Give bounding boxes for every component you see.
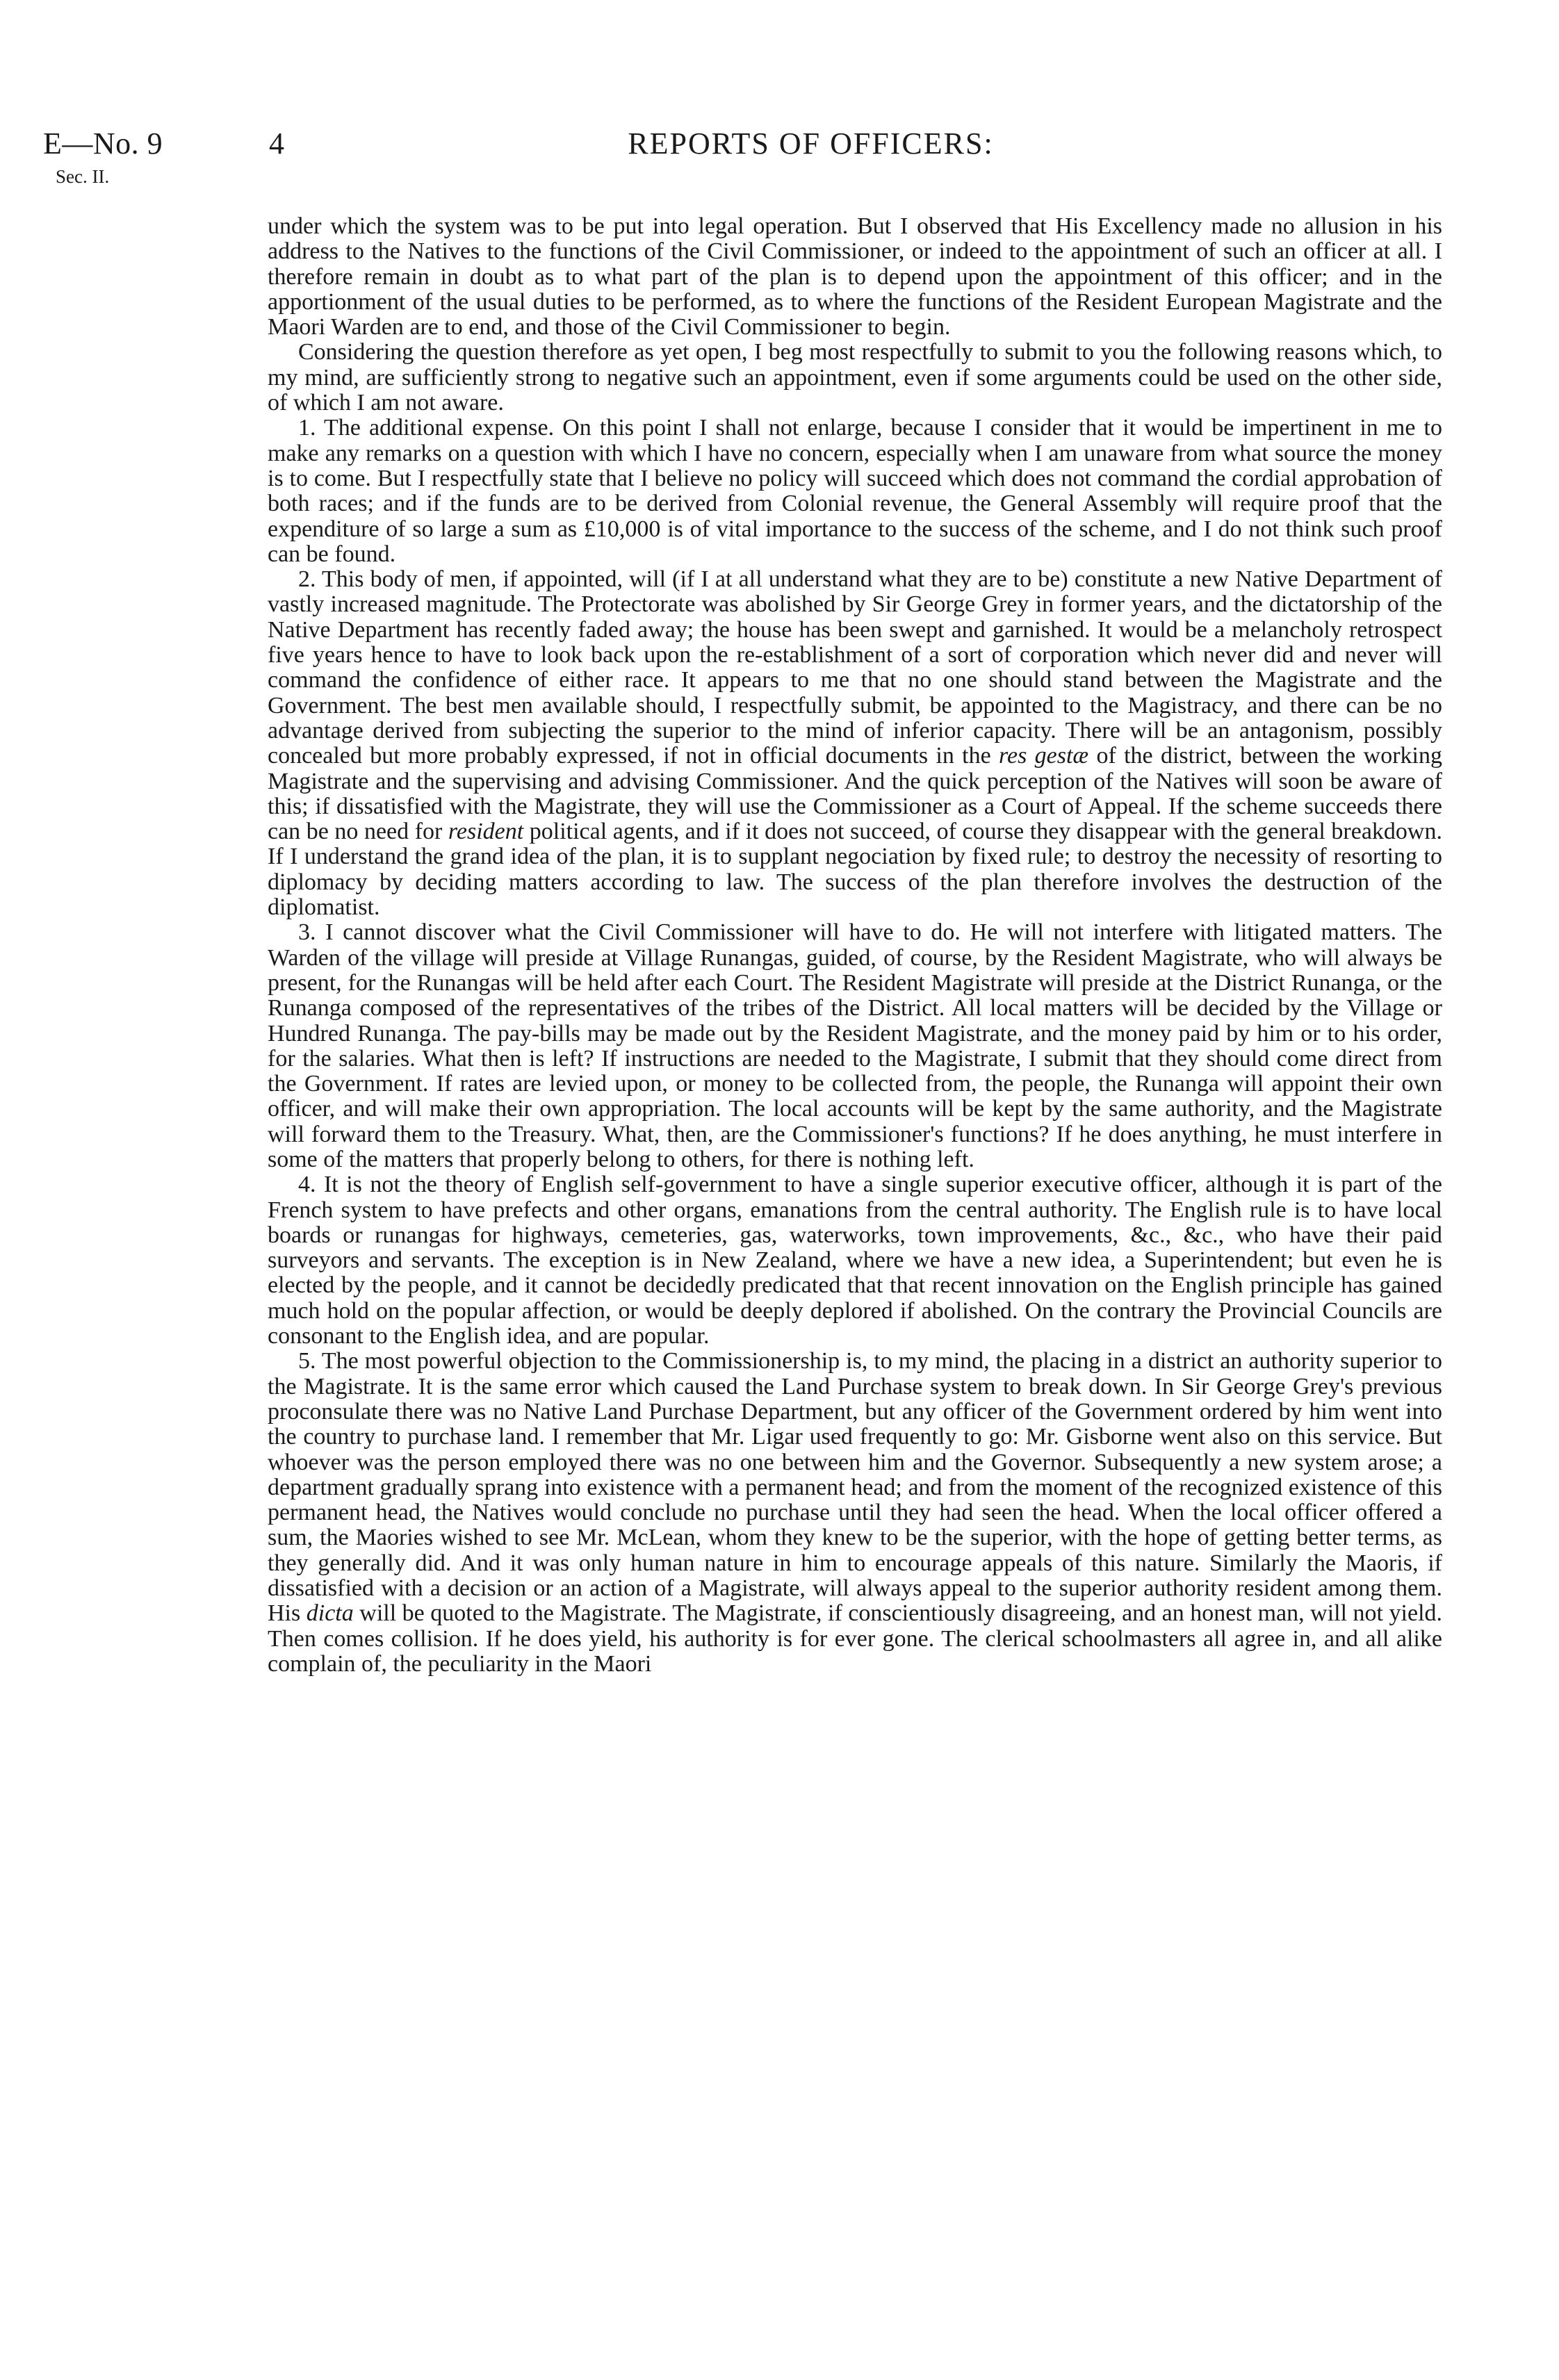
italic-phrase: resident (448, 819, 524, 845)
text-run: 4. It is not the theory of English self-government to have a single superior executive officer, although it is part of the French system to have prefects and other organs, emanations from the central authority. The English rule is to have local boards or runangas for highways, cemeteries, gas, waterworks, town improvements, &c., &c., who have their paid surveyors and servants. The exception is in New Zealand, where we have a new idea, a Superintendent; but even he is elected by the people, and it cannot be decidedly predicated that that recent innovation on the English principle has gained much hold on the popular affection, or would be deeply deplored if abolished. On the contrary the Provincial Councils are consonant to the English idea, and are popular. (268, 1172, 1442, 1349)
text-run: 2. This body of men, if appointed, will (if I at all understand what they are to be) constitute a new Native Department of vastly increased magnitude. The Protectorate was abolished by Sir George Grey in former years, and the dictatorship of the Native Department has recently faded away; the house has been swept and garnished. It would be a melancholy retrospect five years hence to have to look back upon the re-establishment of a sort of corporation which never did and never will command the confidence of either race. It appears to me that no one should stand between the Magistrate and the Government. The best men available should, I respectfully submit, be appointed to the Magistracy, and there can be no advantage derived from subjecting the superior to the mind of inferior capacity. There will be an antagonism, possibly concealed but more probably expressed, if not in official documents in the (268, 566, 1442, 769)
paragraph (268, 340, 1442, 416)
text-run: under which the system was to be put into legal operation. But I observed that His Excellency made no allusion in his address to the Natives to the functions of the Civil Commissioner, or indeed to the appointment of such an officer at all. I therefore remain in doubt as to what part of the plan is to depend upon the appointment of this officer; and in the apportionment of the usual duties to be performed, as to where the functions of the Resident European Magistrate and the Maori Warden are to end, and those of the Civil Commissioner to begin. (268, 213, 1442, 340)
paragraph (268, 1172, 1442, 1349)
paragraph (268, 214, 1442, 340)
paragraph (268, 567, 1442, 920)
paragraph (268, 416, 1442, 567)
section-label: Sec. II. (56, 166, 110, 187)
page-number: 4 (269, 126, 284, 161)
paragraph (268, 920, 1442, 1172)
text-run: 3. I cannot discover what the Civil Commissioner will have to do. He will not interfere with litigated matters. The Warden of the village will preside at Village Runangas, guided, of course, by the Resident Magistrate, who will always be present, for the Runangas will be held after each Court. The Resident Magistrate will preside at the District Runanga, or the Runanga composed of the representatives of the tribes of the District. All local matters will be decided by the Village or Hundred Runanga. The pay-bills may be made out by the Resident Magistrate, and the money paid by him or to his order, for the salaries. What then is left? If instructions are needed to the Magistrate, I submit that they should come direct from the Government. If rates are levied upon, or money to be collected from, the people, the Runanga will appoint their own officer, and will make their own appropriation. The local accounts will be kept by the same authority, and the Magistrate will forward them to the Treasury. What, then, are the Commissioner's functions? If he does anything, he must interfere in some of the matters that properly belong to others, for there is nothing left. (268, 919, 1442, 1172)
paragraph (268, 1349, 1442, 1677)
text-run: political agents, and if it does not succeed, of course they disappear with the general breakdown. If I understand the grand idea of the plan, it is to supplant negociation by fixed rule; to destroy the necessity of resorting to diplomacy by deciding matters according to law. The success of the plan therefore involves the destruction of the diplomatist. (268, 819, 1442, 921)
italic-phrase: dicta (306, 1600, 354, 1627)
text-run: will be quoted to the Magistrate. The Magistrate, if conscientiously disagreeing, and an honest man, will not yield. Then comes collision. If he does yield, his authority is for ever gone. The clerical schoolmasters all agree in, and all alike complain of, the peculiarity in the Maori (268, 1600, 1443, 1677)
report-body (268, 214, 1442, 1677)
paper-reference-number: E—No. 9 (43, 126, 163, 161)
text-run: of the district, between the working Magistrate and the supervising and advising Commissioner. And the quick perception of the Natives will soon be aware of this; if dissatisfied with the Magistrate, they will use the Commissioner as a Court of Appeal. If the scheme succeeds there can be no need for (268, 743, 1443, 845)
running-head: REPORTS OF OFFICERS: (628, 126, 994, 161)
text-run: 1. The additional expense. On this point I shall not enlarge, because I consider that it would be impertinent in me to make any remarks on a question with which I have no concern, especially when I am unaware from what source the money is to come. But I respectfully state that I believe no policy will succeed which does not command the cordial approbation of both races; and if the funds are to be derived from Colonial revenue, the General Assembly will require proof that the expenditure of so large a sum as £10,000 is of vital importance to the success of the scheme, and I do not think such proof can be found. (268, 415, 1442, 567)
italic-phrase: res gestæ (999, 743, 1089, 769)
text-run: 5. The most powerful objection to the Commissionership is, to my mind, the placing in a district an authority superior to the Magistrate. It is the same error which caused the Land Purchase system to break down. In Sir George Grey's previous proconsulate there was no Native Land Purchase Department, but any officer of the Government ordered by him went into the country to purchase land. I remember that Mr. Ligar used frequently to go: Mr. Gisborne went also on this service. But whoever was the person employed there was no one between him and the Governor. Subsequently a new system arose; a department gradually sprang into existence with a permanent head; and from the moment of the recognized existence of this permanent head, the Natives would conclude no purchase until they had seen the head. When the local officer offered a sum, the Maories wished to see Mr. McLean, whom they knew to be the superior, with the hope of getting better terms, as they generally did. And it was only human nature in him to encourage appeals of this nature. Similarly the Maoris, if dissatisfied with a decision or an action of a Magistrate, will always appeal to the superior authority resident among them. His (268, 1348, 1442, 1627)
text-run: Considering the question therefore as yet open, I beg most respectfully to submit to you the following reasons which, to my mind, are sufficiently strong to negative such an appointment, even if some arguments could be used on the other side, of which I am not aware. (268, 339, 1442, 416)
